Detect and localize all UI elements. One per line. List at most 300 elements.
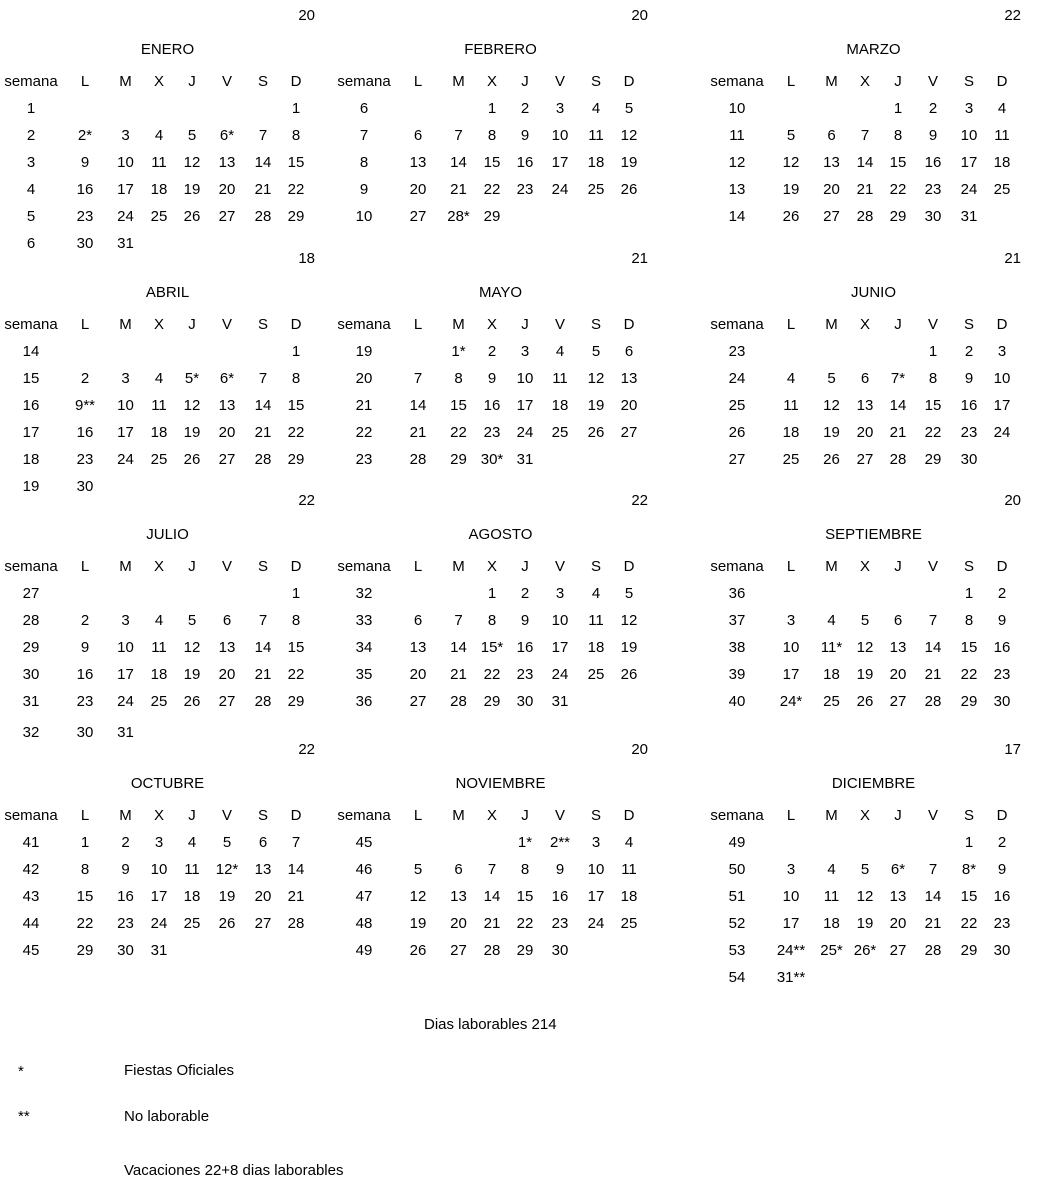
week-row [706,149,1017,176]
day-cell: 1 [291,100,301,117]
week-row [706,937,1017,964]
week-row [0,688,311,715]
month-title: SEPTIEMBRE [825,526,922,543]
day-cell: 14 [254,154,272,171]
day-cell: 10 [551,612,569,629]
day-cell: 16 [551,888,569,905]
day-cell: 18 [150,181,168,198]
day-cell: 10 [150,861,168,878]
week-row [0,856,311,883]
weekday-header-row [333,311,644,338]
week-number: 24 [728,370,746,387]
day-cell: 17 [150,888,168,905]
month-working-days: 21 [631,250,648,267]
day-cell: 18 [150,424,168,441]
day-cell: 22 [924,424,942,441]
week-row [333,203,644,230]
day-cell: 30 [76,235,94,252]
day-cell: 18 [183,888,201,905]
day-cell: 3 [121,127,130,144]
day-cell: 9 [520,127,530,144]
week-row [0,634,311,661]
day-cell: 4 [187,834,197,851]
day-cell: 2 [520,585,530,602]
day-cell [614,203,644,230]
day-cell: 27 [889,693,907,710]
weekday-header: D [996,73,1008,90]
month-grid [333,311,644,473]
week-row [706,122,1017,149]
day-cell: 6 [827,127,836,144]
weekday-header: L [413,316,423,333]
day-cell [395,338,441,365]
day-cell: 19 [218,888,236,905]
day-cell: 4 [154,370,164,387]
week-number: 34 [355,639,373,656]
day-cell: 12 [620,127,638,144]
day-cell: 10 [551,127,569,144]
day-cell: 3 [997,343,1007,360]
day-cell [881,338,915,365]
weekday-header: X [153,73,164,90]
weekday-header: V [221,807,232,824]
legend-symbol-double: ** [18,1108,30,1125]
day-cell: 3 [555,585,565,602]
day-cell [987,964,1017,991]
day-cell: 9 [520,612,530,629]
day-cell: 25 [150,451,168,468]
weekday-header: J [188,316,196,333]
day-cell: 8 [893,127,903,144]
week-row [333,580,644,607]
day-cell: 30 [516,693,534,710]
day-cell: 11 [783,397,799,414]
day-cell [245,473,281,500]
week-number: 7 [359,127,369,144]
day-cell: 27 [450,942,467,959]
day-cell [245,715,281,749]
day-cell: 19 [183,666,201,683]
weekday-header: V [927,558,938,575]
month-working-days: 17 [1004,741,1021,758]
day-cell: 29 [76,942,94,959]
day-cell: 15 [76,888,94,905]
day-cell: 7 [258,612,268,629]
weekday-header: S [590,558,601,575]
day-cell: 7 [928,861,938,878]
day-cell: 22 [483,666,501,683]
week-number: 23 [728,343,746,360]
weekday-header: J [521,316,529,333]
day-cell [508,203,542,230]
week-row [333,937,644,964]
day-cell: 6 [624,343,634,360]
day-cell: 5 [624,585,634,602]
day-cell: 31 [117,723,134,741]
day-cell: 28 [254,451,272,468]
day-cell: 29 [287,208,305,225]
day-cell: 23 [924,181,942,198]
week-number: 48 [355,915,373,932]
day-cell: 7 [928,612,938,629]
day-cell: 23 [516,666,534,683]
weekday-header: D [623,73,635,90]
month-grid [706,802,1017,991]
day-cell: 10 [993,370,1011,387]
day-cell: 30 [76,723,94,741]
day-cell: 19 [620,639,638,656]
day-cell [849,338,881,365]
day-cell: 1 [893,100,903,117]
day-cell: 29 [450,451,467,468]
month-title: JULIO [146,526,189,543]
day-cell: 2 [928,100,938,117]
weekday-header: X [153,316,164,333]
day-cell [175,473,209,500]
day-cell: 31 [960,208,978,225]
week-column-header: semana [337,807,391,824]
day-cell [441,95,476,122]
month-title: MAYO [478,284,523,301]
day-cell: 25 [587,666,605,683]
day-cell [814,338,849,365]
month-title: OCTUBRE [130,775,205,792]
day-cell: 19 [587,397,605,414]
week-number: 14 [22,343,40,360]
day-cell: 24 [516,424,534,441]
day-cell [614,688,644,715]
day-cell: 20 [889,915,907,932]
week-row [0,203,311,230]
weekday-header: J [188,73,196,90]
weekday-header: X [486,807,497,824]
day-cell: 12 [587,370,605,387]
day-cell: 27 [218,208,236,225]
day-cell: 10 [587,861,605,878]
weekday-header: J [521,558,529,575]
day-cell: 21 [483,915,501,932]
day-cell: 17 [117,181,134,198]
day-cell: 17 [117,424,134,441]
day-cell: 23 [993,666,1011,683]
weekday-header-row [0,311,311,338]
day-cell: 12 [782,154,800,171]
week-row [0,95,311,122]
week-number: 51 [728,888,746,905]
day-cell: 6 [258,834,268,851]
weekday-header-row [333,553,644,580]
day-cell: 28 [483,942,501,959]
day-cell: 12 [856,888,874,905]
day-cell: 11* [820,639,843,656]
day-cell: 8 [291,370,301,387]
weekday-header: V [554,558,565,575]
week-number: 53 [728,942,746,959]
day-cell: 5 [786,127,796,144]
week-number: 36 [728,585,746,602]
day-cell [62,95,108,122]
day-cell: 23 [551,915,569,932]
day-cell: 19 [409,915,427,932]
day-cell: 7* [890,370,906,387]
day-cell [143,473,175,500]
weekday-header-row [706,553,1017,580]
weekday-header: D [623,807,635,824]
month-title: ENERO [140,41,195,58]
week-row [0,829,311,856]
week-number: 52 [728,915,746,932]
week-row [333,365,644,392]
month-title: JUNIO [851,284,896,301]
weekday-header: V [554,316,565,333]
month-working-days: 22 [298,492,315,509]
day-cell: 14 [856,154,874,171]
weekday-header: L [80,316,90,333]
week-row [333,829,644,856]
week-row [706,964,1017,991]
week-row [706,176,1017,203]
day-cell: 25 [620,915,638,932]
day-cell: 28 [409,451,427,468]
day-cell: 24 [150,915,168,932]
day-cell: 21 [254,666,272,683]
day-cell: 26 [183,208,201,225]
day-cell: 21 [254,181,272,198]
day-cell: 29 [889,208,907,225]
day-cell [245,937,281,964]
day-cell: 15 [287,154,305,171]
week-number: 39 [728,666,746,683]
weekday-header-row [0,68,311,95]
weekday-header: S [257,316,268,333]
week-number: 1 [26,100,36,117]
day-cell: 30 [993,693,1011,710]
day-cell: 13 [450,888,467,905]
week-number: 35 [355,666,373,683]
week-number: 10 [355,208,373,225]
day-cell: 12 [183,639,201,656]
day-cell: 26 [409,942,427,959]
day-cell: 15 [287,639,305,656]
weekday-header: X [153,558,164,575]
week-row [706,688,1017,715]
day-cell: 27 [620,424,638,441]
day-cell [175,580,209,607]
day-cell [849,964,881,991]
day-cell [578,937,614,964]
day-cell: 17 [551,639,569,656]
weekday-header: V [927,807,938,824]
day-cell: 19 [620,154,638,171]
week-row [333,856,644,883]
week-row [706,910,1017,937]
day-cell: 13 [856,397,874,414]
day-cell: 27 [856,451,874,468]
weekday-header: M [825,73,838,90]
day-cell: 16 [993,639,1011,656]
week-row [706,419,1017,446]
day-cell: 26 [587,424,605,441]
day-cell: 26 [183,693,201,710]
day-cell: 30* [480,451,504,468]
day-cell [143,580,175,607]
day-cell: 20 [856,424,874,441]
day-cell [578,688,614,715]
day-cell: 6 [893,612,903,629]
day-cell: 26* [853,942,877,959]
weekday-header: J [521,73,529,90]
day-cell: 23 [117,915,134,932]
day-cell: 2** [549,834,571,851]
day-cell: 4 [591,585,601,602]
day-cell: 21 [287,888,305,905]
day-cell [849,95,881,122]
weekday-header: M [825,807,838,824]
day-cell: 26 [620,181,638,198]
day-cell: 22 [76,915,94,932]
day-cell: 6 [454,861,463,878]
day-cell: 26 [218,915,236,932]
week-row [0,883,311,910]
week-number: 50 [728,861,746,878]
weekday-header: J [894,73,902,90]
day-cell [814,964,849,991]
week-row [333,419,644,446]
week-number: 3 [26,154,36,171]
day-cell: 29 [960,693,978,710]
week-number: 25 [728,397,746,414]
day-cell: 8 [964,612,974,629]
day-cell: 4 [624,834,634,851]
day-cell: 30 [924,208,942,225]
weekday-header: L [413,807,423,824]
weekday-header: D [996,807,1008,824]
day-cell: 12 [856,639,874,656]
day-cell: 9 [487,370,497,387]
day-cell: 3 [555,100,565,117]
day-cell: 13 [218,154,236,171]
week-row [0,473,311,500]
week-number: 14 [728,208,746,225]
day-cell: 5 [222,834,232,851]
day-cell: 17 [993,397,1011,414]
week-row [0,392,311,419]
vacation-note: Vacaciones 22+8 dias laborables [124,1162,344,1179]
day-cell [768,95,814,122]
day-cell: 19 [782,181,800,198]
day-cell: 18 [587,639,605,656]
day-cell: 28 [924,942,942,959]
weekday-header: X [486,73,497,90]
day-cell: 7 [860,127,870,144]
weekday-header: S [590,73,601,90]
day-cell: 13 [889,639,907,656]
day-cell: 11 [588,612,604,629]
month-title: DICIEMBRE [831,775,916,792]
week-row [0,419,311,446]
weekday-header: X [859,807,870,824]
week-number: 45 [355,834,373,851]
weekday-header: V [554,73,565,90]
week-number: 21 [355,397,373,414]
week-row [0,715,311,749]
day-cell [915,580,951,607]
day-cell: 30 [76,478,94,495]
day-cell: 17 [587,888,605,905]
week-number: 6 [359,100,369,117]
weekday-header: S [963,316,974,333]
day-cell [915,964,951,991]
month-title: MARZO [846,41,901,58]
week-row [706,95,1017,122]
day-cell: 1 [487,100,497,117]
week-column-header: semana [337,558,391,575]
day-cell: 30 [993,942,1011,959]
day-cell: 26 [183,451,201,468]
day-cell: 13 [889,888,907,905]
day-cell: 25 [782,451,800,468]
day-cell: 4 [786,370,796,387]
day-cell: 10 [960,127,978,144]
week-number: 49 [728,834,746,851]
day-cell: 10 [782,888,800,905]
day-cell: 25 [993,181,1011,198]
day-cell: 2 [997,834,1007,851]
day-cell [768,338,814,365]
day-cell [814,580,849,607]
month-grid [0,311,311,500]
week-number: 5 [26,208,36,225]
day-cell: 8 [80,861,90,878]
weekday-header: X [859,316,870,333]
week-row [333,688,644,715]
day-cell [476,829,508,856]
week-column-header: semana [710,73,764,90]
day-cell: 27 [218,693,236,710]
day-cell: 7 [258,127,268,144]
day-cell: 16 [516,639,534,656]
weekday-header: X [859,73,870,90]
day-cell [768,829,814,856]
day-cell: 28 [450,693,467,710]
weekday-header: M [119,73,132,90]
day-cell: 14 [889,397,907,414]
day-cell: 26 [856,693,874,710]
day-cell: 5 [187,127,197,144]
day-cell: 29 [483,693,501,710]
day-cell: 28 [856,208,874,225]
day-cell: 14 [924,888,942,905]
day-cell: 6 [222,612,232,629]
day-cell: 24 [551,181,569,198]
day-cell [768,580,814,607]
day-cell: 2 [121,834,130,851]
day-cell: 1 [487,585,497,602]
day-cell [395,829,441,856]
day-cell: 8 [454,370,463,387]
day-cell: 17 [960,154,978,171]
day-cell: 25 [150,693,168,710]
day-cell: 1 [80,834,90,851]
day-cell: 1 [964,834,974,851]
day-cell: 8 [291,612,301,629]
day-cell: 28 [254,208,272,225]
day-cell [108,580,143,607]
day-cell: 22 [960,915,978,932]
day-cell: 3 [121,370,130,387]
day-cell: 16 [117,888,134,905]
day-cell: 3 [786,612,796,629]
